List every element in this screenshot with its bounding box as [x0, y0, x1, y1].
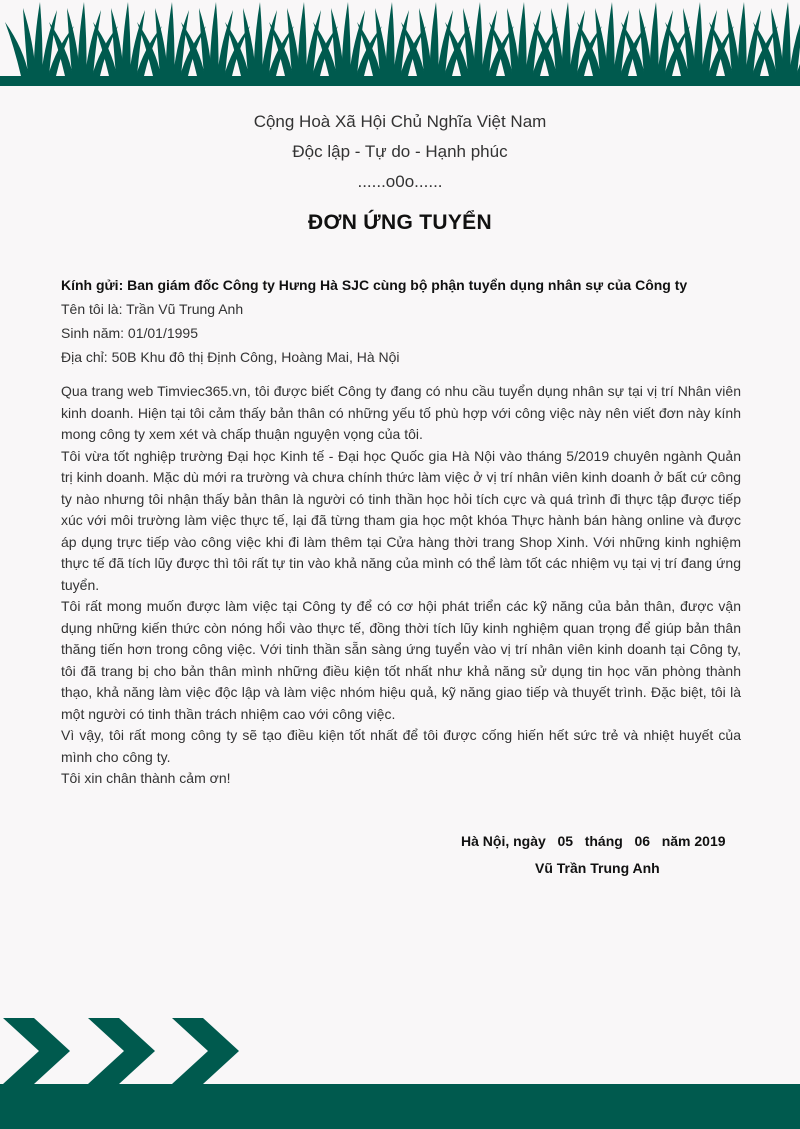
chevron-decoration: [0, 1018, 250, 1084]
grass-blade: [789, 10, 800, 76]
recipient: Kính gửi: Ban giám đốc Công ty Hưng Hà SJC cùng bộ phận tuyển dụng nhân sự của Công ty: [61, 277, 688, 293]
separator: ......o0o......: [357, 172, 443, 191]
grass-blade: [386, 2, 395, 76]
grass-blade: [122, 2, 131, 76]
grass-blade: [518, 2, 527, 76]
grass-blade: [562, 2, 571, 76]
paragraph-intro: Qua trang web Timviec365.vn, tôi được biết Công ty đang có nhu cầu tuyển dụng nhân sự tại vị trí Nhân viên kinh doanh. Hiện tại tôi cảm thấy bản thân có những yếu tố phù hợp với công việc này nên viết đơn này kính mong công ty xem xét và chấp thuận nguyện vọng của tôi.: [61, 383, 741, 442]
national-header: [0, 107, 800, 197]
grass-blade: [738, 2, 747, 76]
applicant-address: Địa chỉ: 50B Khu đô thị Định Công, Hoàng Mai, Hà Nội: [61, 349, 400, 365]
grass-blade: [342, 2, 351, 76]
applicant-birth: Sinh năm: 01/01/1995: [61, 325, 198, 341]
document-title: ĐƠN ỨNG TUYỂN: [308, 211, 492, 234]
paragraph-thanks: Tôi xin chân thành cảm ơn!: [61, 770, 231, 786]
grass-blade: [166, 2, 175, 76]
paragraph-motivation: Tôi rất mong muốn được làm việc tại Công ty để có cơ hội phát triển các kỹ năng của bản thân, được vận dụng những kiến thức còn nóng hổi vào thực tế, đồng thời tích lũy kinh nghiệm quan trọng để giúp bản thân thăng tiến hơn trong công việc. Với tinh thần sẵn sàng ứng tuyển vào vị trí nhân viên kinh doanh tại Công ty, tôi đã trang bị cho bản thân mình những điều kiện tốt nhất như khả năng sử dụng tin học văn phòng thành thạo, khả năng làm việc độc lập và làm việc nhóm hiệu quả, kỹ năng giao tiếp và thuyết trình. Đặc biệt, tôi là một người có tinh thần trách nhiệm cao với công việc.: [61, 598, 741, 722]
grass-blade: [782, 2, 791, 76]
signer-name: Vũ Trần Trung Anh: [535, 860, 660, 876]
grass-blade: [210, 2, 219, 76]
chevron-icon: [3, 1018, 70, 1084]
footer-bar: [0, 1084, 800, 1129]
grass-blade: [694, 2, 703, 76]
applicant-name: Tên tôi là: Trần Vũ Trung Anh: [61, 301, 244, 317]
grass-blade: [430, 2, 439, 76]
grass-blade: [78, 2, 87, 76]
motto: Độc lập - Tự do - Hạnh phúc: [292, 142, 508, 161]
header-bar: [0, 76, 800, 86]
letter-body: [61, 273, 741, 790]
grass-blade: [650, 2, 659, 76]
grass-blade: [298, 2, 307, 76]
grass-blade: [34, 2, 43, 76]
chevron-icon: [172, 1018, 239, 1084]
paragraph-request: Vì vậy, tôi rất mong công ty sẽ tạo điều kiện tốt nhất để tôi được cống hiến hết sức trẻ và nhiệt huyết của mình cho công ty.: [61, 727, 741, 765]
country-name: Cộng Hoà Xã Hội Chủ Nghĩa Việt Nam: [253, 112, 547, 131]
grass-blade: [474, 2, 483, 76]
date-line: Hà Nội, ngày 05 tháng 06 năm 2019: [461, 833, 726, 849]
grass-decoration: [0, 0, 800, 86]
paragraph-education: Tôi vừa tốt nghiệp trường Đại học Kinh tế - Đại học Quốc gia Hà Nội vào tháng 5/2019 chuyên ngành Quản trị kinh doanh. Mặc dù mới ra trường và chưa chính thức làm việc ở vị trí nhân viên kinh doanh ở bất cứ công ty nào nhưng tôi nhận thấy bản thân là người có tinh thần học hỏi tích cực và quá trình đi thực tập được tiếp xúc với môi trường làm việc thực tế, lại đã từng tham gia học một khóa Thực hành bán hàng online và được áp dụng trực tiếp vào công việc khi đi làm thêm tại Cửa hàng thời trang Shop Xinh. Với những kinh nghiệm thực tế đã tích lũy được thì tôi rất tự tin vào khả năng của mình có thể làm tốt các nhiệm vụ tại vị trí đang ứng tuyển.: [61, 447, 741, 593]
chevron-icon: [88, 1018, 155, 1084]
grass-blade: [254, 2, 263, 76]
grass-blade: [606, 2, 615, 76]
